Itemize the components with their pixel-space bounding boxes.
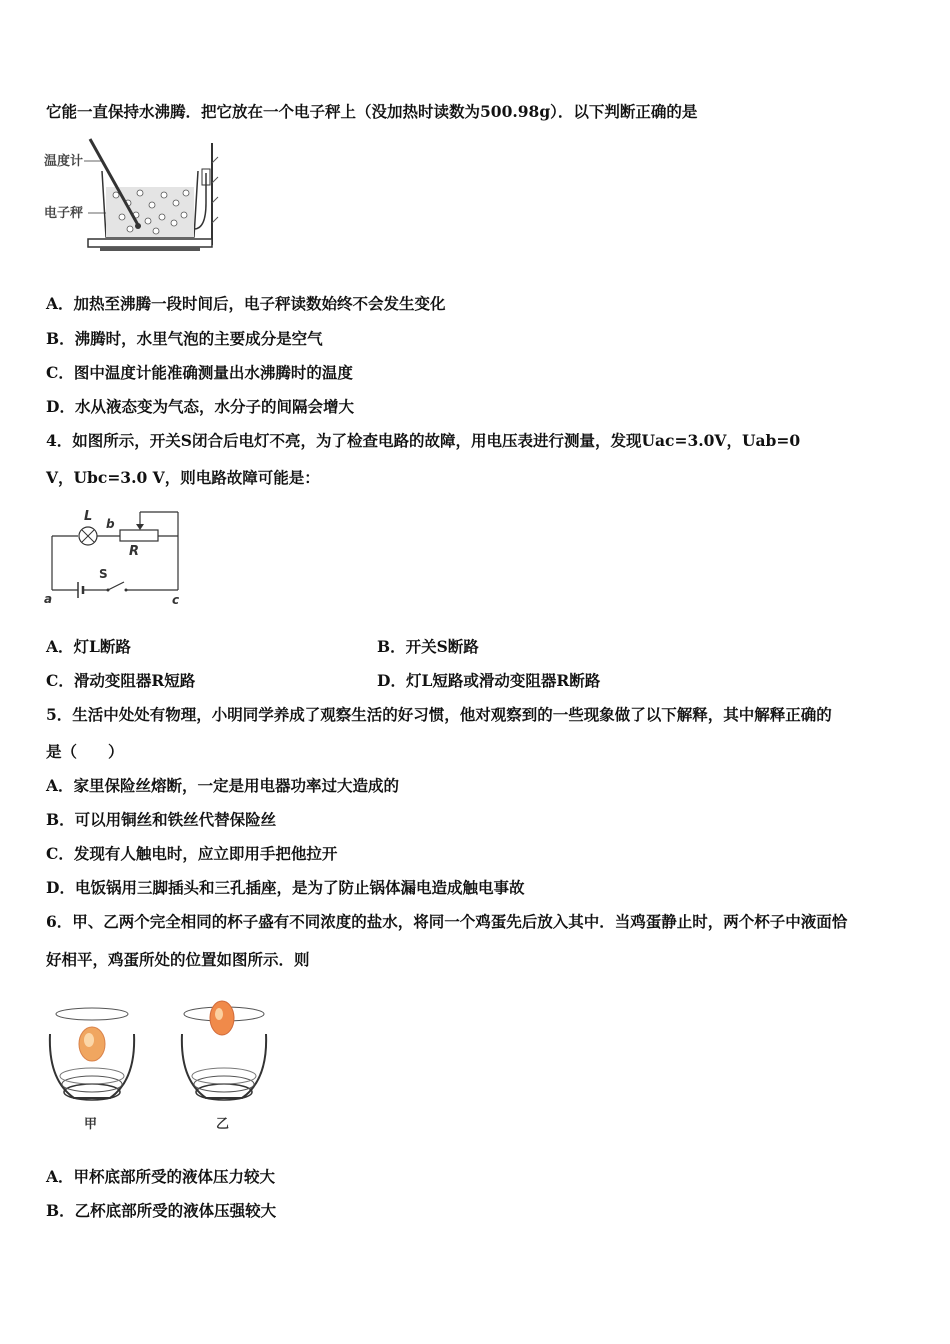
switch-icon xyxy=(108,582,124,590)
q6-option-b: B．乙杯底部所受的液体压强较大 xyxy=(46,1201,277,1220)
egg-yi xyxy=(210,1001,234,1035)
q6-stem-line2: 好相平，鸡蛋所处的位置如图所示．则 xyxy=(46,950,310,969)
q6-stem-line1: 6．甲、乙两个完全相同的杯子盛有不同浓度的盐水，将同一个鸡蛋先后放入其中．当鸡蛋静止时，两个杯子中液面恰 xyxy=(46,912,848,931)
q3-option-c: C．图中温度计能准确测量出水沸腾时的温度 xyxy=(46,363,353,382)
q3-option-b: B．沸腾时，水里气泡的主要成分是空气 xyxy=(46,329,323,348)
q4-option-d: D．灯L短路或滑动变阻器R断路 xyxy=(377,671,601,690)
svg-text:R: R xyxy=(129,544,140,559)
circuit-figure xyxy=(44,504,189,606)
q5-stem-line1: 5．生活中处处有物理，小明同学养成了观察生活的好习惯，他对观察到的一些现象做了以下解释，其中解释正确的 xyxy=(46,705,832,724)
q5-option-d: D．电饭锅用三脚插头和三孔插座，是为了防止锅体漏电造成触电事故 xyxy=(46,878,525,897)
cup-yi xyxy=(182,1001,266,1100)
q6-option-a: A．甲杯底部所受的液体压力较大 xyxy=(46,1167,276,1186)
svg-text:L: L xyxy=(84,509,93,524)
egg-cups-figure xyxy=(44,984,280,1134)
svg-text:S: S xyxy=(99,567,108,581)
q3-option-a: A．加热至沸腾一段时间后，电子秤读数始终不会发生变化 xyxy=(46,294,446,313)
q4-stem-line1: 4．如图所示，开关S闭合后电灯不亮，为了检查电路的故障，用电压表进行测量，发现Uac=3.0V，Uab=0 xyxy=(46,431,801,450)
q4-option-c: C．滑动变阻器R短路 xyxy=(46,671,196,690)
q4-option-b: B．开关S断路 xyxy=(377,637,479,656)
q5-option-b: B．可以用铜丝和铁丝代替保险丝 xyxy=(46,810,277,829)
q4-stem-line2: V，Ubc=3.0 V，则电路故障可能是： xyxy=(46,468,320,487)
cup-jia xyxy=(50,1008,134,1100)
q3-option-d: D．水从液态变为气态，水分子的间隔会增大 xyxy=(46,397,354,416)
q4-option-a: A．灯L断路 xyxy=(46,637,131,656)
svg-text:b: b xyxy=(106,517,115,531)
q5-option-a: A．家里保险丝熔断，一定是用电器功率过大造成的 xyxy=(46,776,400,795)
scale-label: 电子秤 xyxy=(44,206,84,221)
q5-option-c: C．发现有人触电时，应立即用手把他拉开 xyxy=(46,844,338,863)
rheostat-icon xyxy=(120,530,158,541)
boiling-water-figure xyxy=(44,133,224,253)
cup-yi-label: 乙 xyxy=(216,1117,230,1132)
q5-stem-line2: 是（ ） xyxy=(46,742,124,761)
intro-text: 它能一直保持水沸腾．把它放在一个电子秤上（没加热时读数为500.98g）．以下判断正确的是 xyxy=(46,102,698,121)
thermometer-label: 温度计 xyxy=(44,154,84,169)
svg-text:c: c xyxy=(172,593,180,606)
cup-jia-label: 甲 xyxy=(84,1117,98,1132)
svg-text:a: a xyxy=(44,592,53,606)
